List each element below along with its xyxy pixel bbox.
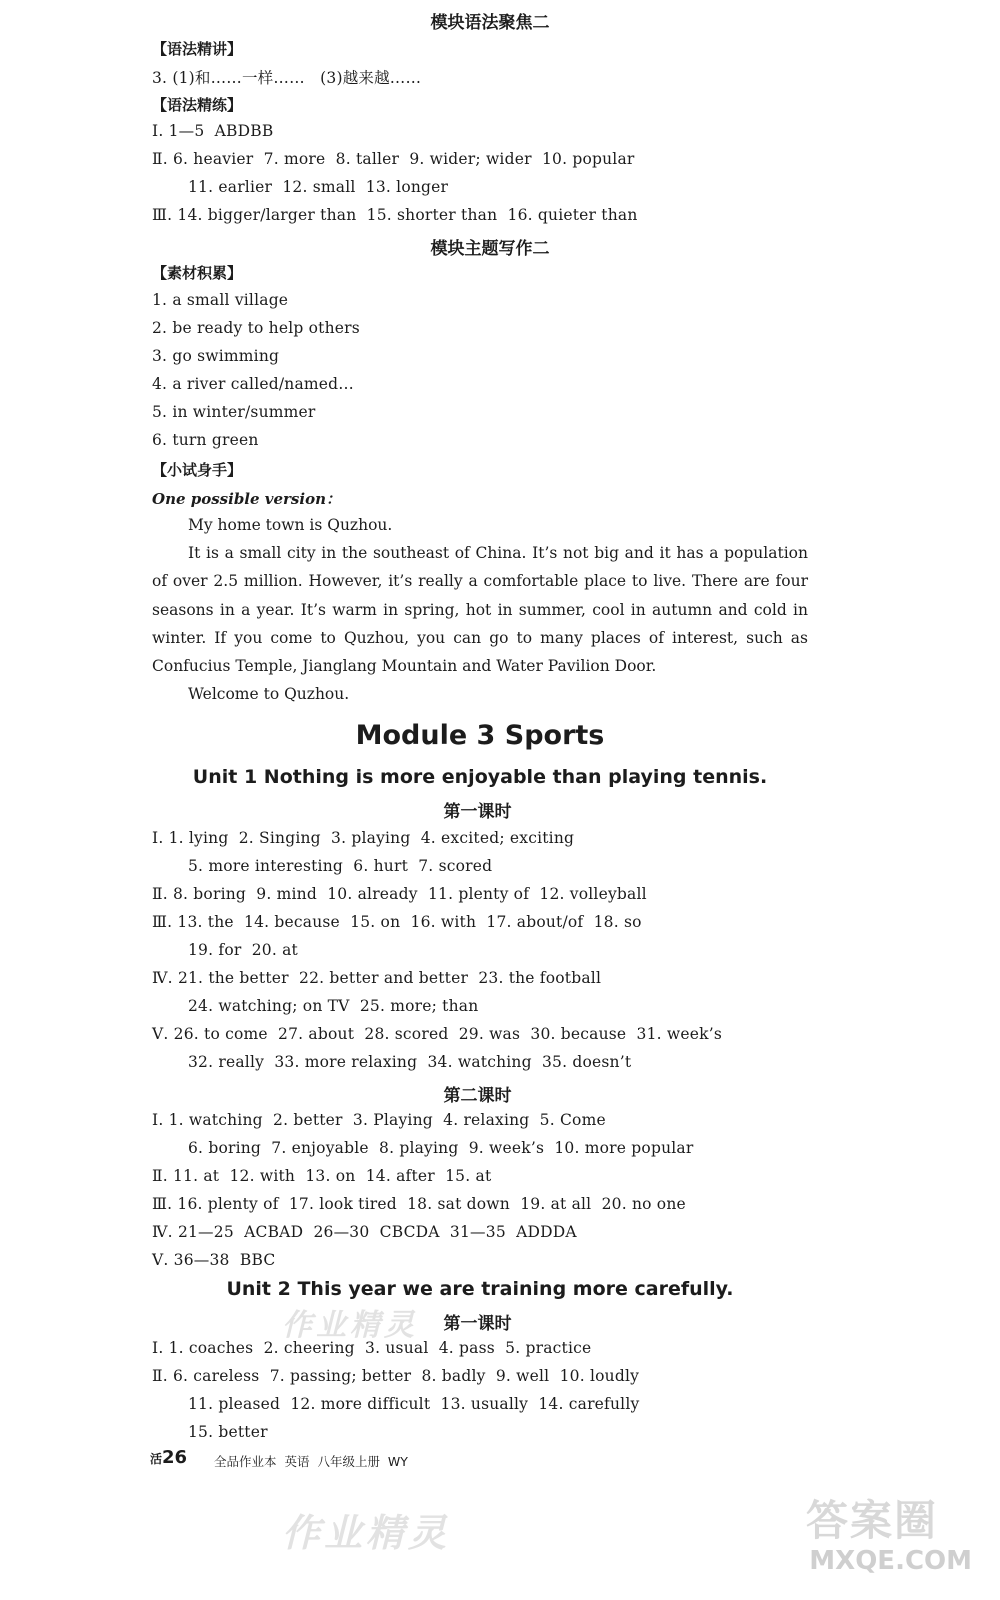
answer-line: Ⅰ. 1. lying 2. Singing 3. playing 4. excited; exciting — [152, 829, 575, 847]
material-item: 2. be ready to help others — [152, 319, 360, 337]
answer-line: 32. really 33. more relaxing 34. watching 35. doesn’t — [188, 1053, 632, 1071]
answer-line: Ⅰ. 1. coaches 2. cheering 3. usual 4. pass 5. practice — [152, 1339, 592, 1357]
book-info: 全品作业本 英语 八年级上册 WY — [214, 1454, 408, 1469]
answer-line: Ⅳ. 21—25 ACBAD 26—30 CBCDA 31—35 ADDDA — [152, 1223, 577, 1241]
answer-line: Ⅱ. 11. at 12. with 13. on 14. after 15. at — [152, 1167, 492, 1185]
watermark-text: 作业精灵 — [282, 1308, 418, 1343]
answer-line: Ⅲ. 13. the 14. because 15. on 16. with 17. about/of 18. so — [152, 913, 642, 931]
answer-line: 11. earlier 12. small 13. longer — [188, 178, 449, 196]
page-number-value: 26 — [162, 1447, 188, 1468]
try-tag: 【小试身手】 — [152, 461, 243, 479]
answer-line: Ⅰ. 1. watching 2. better 3. Playing 4. relaxing 5. Come — [152, 1111, 606, 1129]
answer-line: 11. pleased 12. more difficult 13. usually 14. carefully — [188, 1395, 640, 1413]
answer-line: 19. for 20. at — [188, 941, 298, 959]
grammar-explain-line: 3. (1)和……一样…… (3)越来越…… — [152, 69, 422, 87]
unit1-title: Unit 1 Nothing is more enjoyable than playing tennis. — [192, 766, 768, 788]
essay-paragraph: My home town is Quzhou. — [188, 516, 393, 534]
answer-line: 5. more interesting 6. hurt 7. scored — [188, 857, 493, 875]
module3-title: Module 3 Sports — [355, 720, 605, 751]
material-item: 4. a river called/named… — [152, 375, 354, 393]
answer-line: 6. boring 7. enjoyable 8. playing 9. week’s 10. more popular — [188, 1139, 694, 1157]
essay-paragraph: It is a small city in the southeast of China. It’s not big and it has a population of over 2.5 million. However, it’s really a comfortable place to live. There are four seasons in a year. It’s warm in spring, hot in summer, cool in autumn and cold in winter. If you come to Quzhou, you can go to many places of interest, such as Confucius Temple, Jianglang Mountain and Water Pavilion Door. — [152, 544, 808, 676]
answer-line: Ⅱ. 6. heavier 7. more 8. taller 9. wider; wider 10. popular — [152, 150, 635, 168]
material-item: 3. go swimming — [152, 347, 280, 365]
material-item: 6. turn green — [152, 431, 259, 449]
material-tag: 【素材积累】 — [152, 264, 243, 282]
module-grammar-heading: 模块语法聚焦二 — [430, 13, 550, 33]
answer-line: Ⅴ. 26. to come 27. about 28. scored 29. was 30. because 31. week’s — [152, 1025, 723, 1043]
answer-line: Ⅱ. 8. boring 9. mind 10. already 11. plenty of 12. volleyball — [152, 885, 647, 903]
version-label: One possible version： — [152, 490, 341, 508]
page-prefix: 活 — [150, 1452, 163, 1466]
unit2-title: Unit 2 This year we are training more carefully. — [226, 1278, 734, 1300]
answer-line: Ⅰ. 1—5 ABDBB — [152, 122, 274, 140]
answer-line: 15. better — [188, 1423, 268, 1441]
answer-line: Ⅲ. 16. plenty of 17. look tired 18. sat down 19. at all 20. no one — [152, 1195, 686, 1213]
grammar-explain-tag: 【语法精讲】 — [152, 40, 243, 58]
grammar-practice-tag: 【语法精练】 — [152, 96, 243, 114]
page-number — [150, 1447, 187, 1468]
watermark-logo-site: MXQE.COM — [809, 1546, 972, 1576]
module-writing-heading: 模块主题写作二 — [430, 239, 550, 259]
watermark-text: 作业精灵 — [282, 1511, 451, 1555]
answer-line: Ⅳ. 21. the better 22. better and better 23. the football — [152, 969, 602, 987]
unit1-lesson2-title: 第二课时 — [443, 1086, 512, 1106]
watermark-logo-text: 答案圈 — [806, 1496, 939, 1545]
answer-line: 24. watching; on TV 25. more; than — [188, 997, 479, 1015]
answer-line: Ⅲ. 14. bigger/larger than 15. shorter than 16. quieter than — [152, 206, 638, 224]
unit1-lesson1-title: 第一课时 — [443, 802, 512, 822]
answer-line: Ⅴ. 36—38 BBC — [152, 1251, 276, 1269]
essay-paragraph: Welcome to Quzhou. — [188, 685, 350, 703]
answer-line: Ⅱ. 6. careless 7. passing; better 8. badly 9. well 10. loudly — [152, 1367, 640, 1385]
unit2-lesson1-title: 第一课时 — [443, 1314, 512, 1334]
material-item: 5. in winter/summer — [152, 403, 316, 421]
material-item: 1. a small village — [152, 291, 289, 309]
watermark-logo — [806, 1488, 976, 1588]
